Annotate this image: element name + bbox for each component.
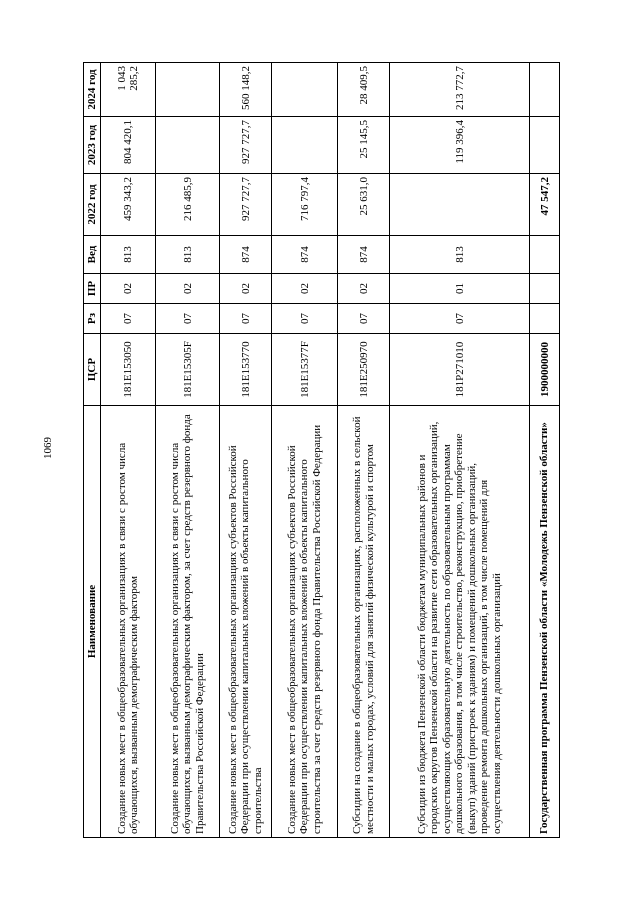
row-ved: 874 bbox=[338, 236, 390, 274]
table-row bbox=[101, 63, 156, 838]
row-pr: 02 bbox=[338, 274, 390, 304]
row-rz: 07 bbox=[101, 304, 156, 334]
row-2023: 25 145,5 bbox=[338, 117, 390, 174]
row-2022: 216 485,9 bbox=[156, 174, 220, 236]
row-2024: 28 409,5 bbox=[338, 63, 390, 117]
row-ved: 813 bbox=[390, 236, 530, 274]
total-csr: 1900000000 bbox=[530, 334, 560, 406]
row-2022: 25 631,0 bbox=[338, 174, 390, 236]
header-name: Наименование bbox=[84, 406, 101, 838]
page-number: 1069 bbox=[42, 437, 54, 459]
row-2023: 119 396,4 bbox=[390, 117, 530, 174]
row-name: Субсидии на создание в общеобразовательных организациях, расположенных в сельской местности и малых городах, условий для занятий физической культурой и спортом bbox=[338, 406, 390, 838]
budget-table bbox=[83, 62, 560, 838]
row-ved: 813 bbox=[101, 236, 156, 274]
total-2023 bbox=[530, 117, 560, 174]
row-ved: 874 bbox=[272, 236, 338, 274]
row-rz: 07 bbox=[338, 304, 390, 334]
row-name: Субсидии из бюджета Пензенской области бюджетам муниципальных районов и городских округов Пензенской области на развитие сети образовательных организаций, осуществляющих образовательную деятельность по образовательным программам дошкольного образования, в том числе строительство, реконструкцию, приобретение (выкуп) зданий (пристроек к зданиям) и помещений дошкольных организаций, проведение ремонта дошкольных организаций, в том числе помещений для осуществления деятельности дошкольных организаций bbox=[390, 406, 530, 838]
table-row bbox=[220, 63, 272, 838]
row-name: Создание новых мест в общеобразовательных организациях в связи с ростом числа обучающихся, вызванным демографическим фактором, за счет средств резервного фонда Правительства Российской Федерации bbox=[156, 406, 220, 838]
row-csr: 181E153050 bbox=[101, 334, 156, 406]
row-rz: 07 bbox=[390, 304, 530, 334]
row-2024 bbox=[156, 63, 220, 117]
header-ved: Вед bbox=[84, 236, 101, 274]
row-2023: 927 727,7 bbox=[220, 117, 272, 174]
row-2023 bbox=[272, 117, 338, 174]
row-ved: 813 bbox=[156, 236, 220, 274]
row-pr: 02 bbox=[156, 274, 220, 304]
row-pr: 02 bbox=[101, 274, 156, 304]
row-2024: 1 043 285,2 bbox=[101, 63, 156, 117]
budget-table-container bbox=[83, 63, 551, 838]
header-2024: 2024 год bbox=[84, 63, 101, 117]
total-rz bbox=[530, 304, 560, 334]
table-row bbox=[156, 63, 220, 838]
table-total-row bbox=[530, 63, 560, 838]
row-csr: 181E15377F bbox=[272, 334, 338, 406]
row-pr: 01 bbox=[390, 274, 530, 304]
row-csr: 181P271010 bbox=[390, 334, 530, 406]
row-2024: 213 772,7 bbox=[390, 63, 530, 117]
header-pr: ПР bbox=[84, 274, 101, 304]
row-rz: 07 bbox=[220, 304, 272, 334]
row-name: Создание новых мест в общеобразовательных организациях в связи с ростом числа обучающихся, вызванным демографическим фактором bbox=[101, 406, 156, 838]
row-2024 bbox=[272, 63, 338, 117]
header-2022: 2022 год bbox=[84, 174, 101, 236]
header-rz: Рз bbox=[84, 304, 101, 334]
row-2022: 927 727,7 bbox=[220, 174, 272, 236]
total-name: Государственная программа Пензенской области «Молодежь Пензенской области» bbox=[530, 406, 560, 838]
row-csr: 181E153770 bbox=[220, 334, 272, 406]
row-rz: 07 bbox=[272, 304, 338, 334]
header-2023: 2023 год bbox=[84, 117, 101, 174]
row-name: Создание новых мест в общеобразовательных организациях субъектов Российской Федерации при осуществлении капитальных вложений в объекты капитального строительства за счет средств резервного фонда Правительства Российской Федерации bbox=[272, 406, 338, 838]
row-pr: 02 bbox=[220, 274, 272, 304]
row-ved: 874 bbox=[220, 236, 272, 274]
row-2023: 804 420,1 bbox=[101, 117, 156, 174]
total-2022: 47 547,2 bbox=[530, 174, 560, 236]
row-2022: 459 343,2 bbox=[101, 174, 156, 236]
row-rz: 07 bbox=[156, 304, 220, 334]
row-csr: 181E250970 bbox=[338, 334, 390, 406]
row-name: Создание новых мест в общеобразовательных организациях субъектов Российской Федерации при осуществлении капитальных вложений в объекты капитального строительства bbox=[220, 406, 272, 838]
table-row bbox=[272, 63, 338, 838]
header-csr: ЦСР bbox=[84, 334, 101, 406]
total-2024 bbox=[530, 63, 560, 117]
row-2023 bbox=[156, 117, 220, 174]
row-2022 bbox=[390, 174, 530, 236]
row-csr: 181E15305F bbox=[156, 334, 220, 406]
row-2022: 716 797,4 bbox=[272, 174, 338, 236]
table-row bbox=[338, 63, 390, 838]
table-header-row bbox=[84, 63, 101, 838]
row-2024: 560 148,2 bbox=[220, 63, 272, 117]
total-pr bbox=[530, 274, 560, 304]
row-pr: 02 bbox=[272, 274, 338, 304]
total-ved bbox=[530, 236, 560, 274]
table-row bbox=[390, 63, 530, 838]
